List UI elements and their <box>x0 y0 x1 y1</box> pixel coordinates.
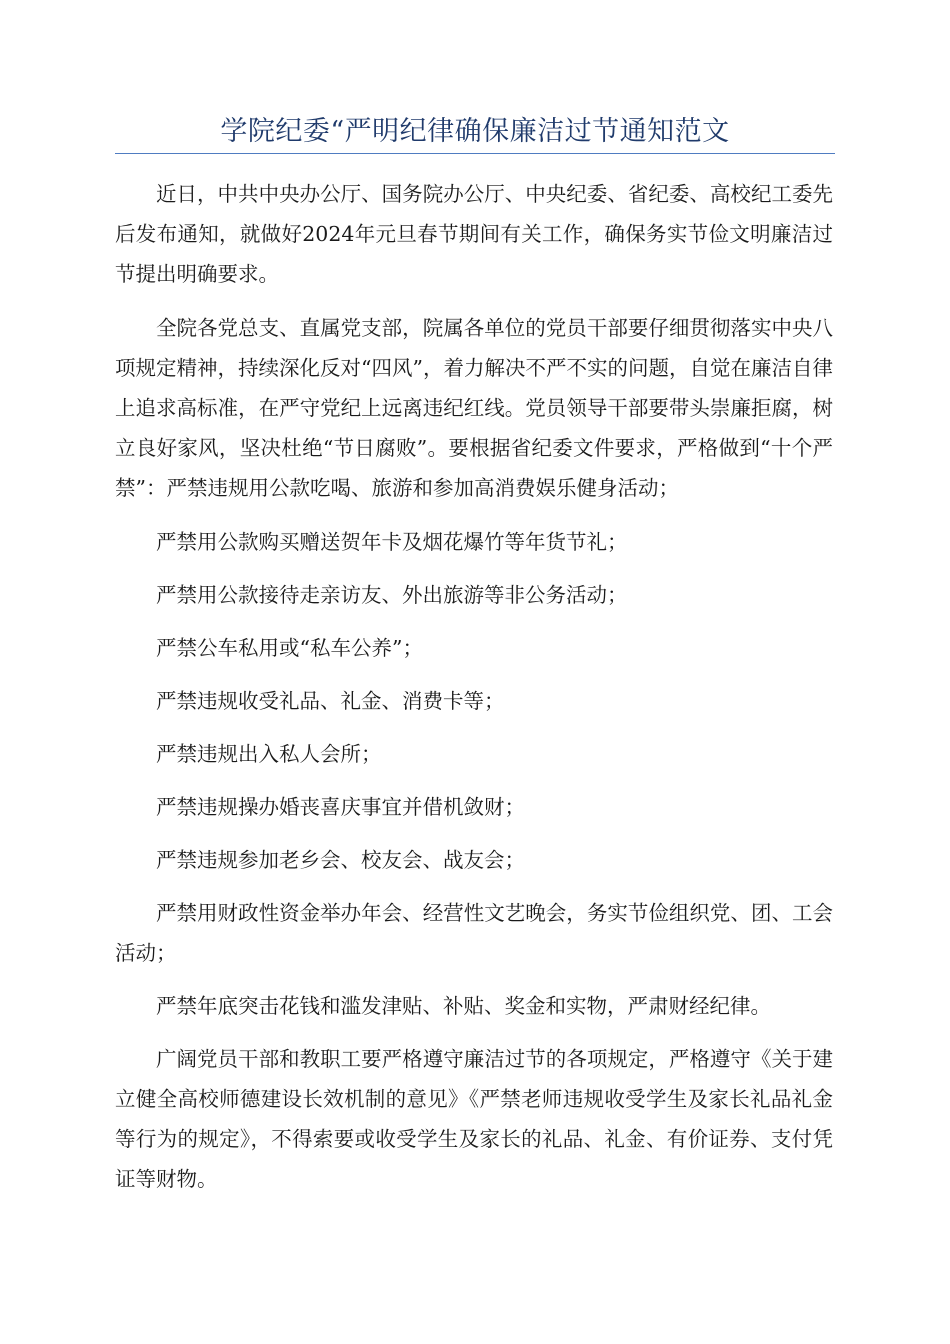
prohibition-item: 严禁违规出入私人会所； <box>156 742 382 766</box>
prohibition-item: 严禁违规参加老乡会、校友会、战友会； <box>156 848 525 872</box>
prohibition-item: 严禁违规收受礼品、礼金、消费卡等； <box>156 689 505 713</box>
title-underline <box>115 153 835 154</box>
paragraph-requirements: 全院各党总支、直属党支部，院属各单位的党员干部要仔细贯彻落实中央八项规定精神，持续深化反对“四风”，着力解决不严不实的问题，自觉在廉洁自律上追求高标准，在严守党纪上远离违纪红线。党员领导干部要带头崇廉拒腐，树立良好家风，坚决杜绝“节日腐败”。要根据省纪委文件要求，严格做到“十个严禁”：严禁违规用公款吃喝、旅游和参加高消费娱乐健身活动； <box>115 316 833 500</box>
prohibition-item: 严禁年底突击花钱和滥发津贴、补贴、奖金和实物，严肃财经纪律。 <box>156 994 771 1018</box>
prohibition-item: 严禁公车私用或“私车公养”； <box>156 636 423 660</box>
paragraph-conclusion: 广阔党员干部和教职工要严格遵守廉洁过节的各项规定，严格遵守《关于建立健全高校师德建设长效机制的意见》《严禁老师违规收受学生及家长礼品礼金等行为的规定》，不得索要或收受学生及家长的礼品、礼金、有价证券、支付凭证等财物。 <box>115 1047 833 1191</box>
document-body <box>115 174 833 1213</box>
paragraph-intro: 近日，中共中央办公厅、国务院办公厅、中央纪委、省纪委、高校纪工委先后发布通知，就做好2024年元旦春节期间有关工作，确保务实节俭文明廉洁过节提出明确要求。 <box>115 182 833 286</box>
prohibition-item: 严禁违规操办婚丧喜庆事宜并借机敛财； <box>156 795 525 819</box>
document-title: 学院纪委“严明纪律确保廉洁过节通知范文 <box>220 116 730 147</box>
prohibition-item: 严禁用公款购买赠送贺年卡及烟花爆竹等年货节礼； <box>156 530 628 554</box>
prohibition-item: 严禁用财政性资金举办年会、经营性文艺晚会，务实节俭组织党、团、工会活动； <box>115 901 833 965</box>
prohibition-item: 严禁用公款接待走亲访友、外出旅游等非公务活动； <box>156 583 628 607</box>
